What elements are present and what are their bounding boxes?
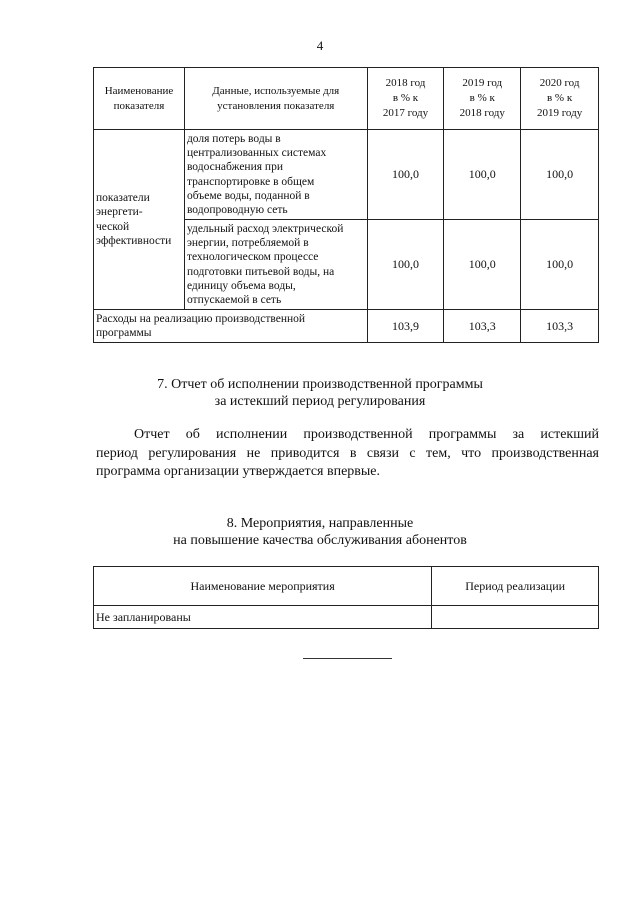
section-8-title: 8. Мероприятия, направленные на повышение качества обслуживания абонентов xyxy=(173,516,467,548)
measure-period-cell xyxy=(432,606,599,629)
water-loss-2019: 100,0 xyxy=(444,130,521,220)
header-2019: 2019 год в % к 2018 году xyxy=(444,68,521,130)
water-loss-2018: 100,0 xyxy=(367,130,444,220)
water-loss-2020: 100,0 xyxy=(521,130,599,220)
header-implementation-period: Период реализации xyxy=(432,567,599,606)
section-7-body-line: программа организации утверждается впервые. xyxy=(96,464,381,479)
program-expenses-2018: 103,9 xyxy=(367,310,444,343)
header-data-used: Данные, используемые для установления показателя xyxy=(184,68,367,130)
header-measure-name: Наименование мероприятия xyxy=(94,567,432,606)
section-7-body-line: Отчет об исполнении производственной программы за истекший xyxy=(134,427,599,442)
measures-table xyxy=(93,566,599,629)
section-7-title: 7. Отчет об исполнении производственной программы за истекший период регулирования xyxy=(157,377,483,409)
program-expenses-2020: 103,3 xyxy=(521,310,599,343)
section-7-body xyxy=(96,426,599,482)
electricity-use-2019: 100,0 xyxy=(444,220,521,310)
header-indicator-name: Наименование показателя xyxy=(94,68,185,130)
section-7-body-line: период регулирования не приводится в связи с тем, что производственная xyxy=(96,445,599,461)
electricity-use-2018: 100,0 xyxy=(367,220,444,310)
electricity-use-description: удельный расход электрической энергии, потребляемой в технологическом процессе подготовки питьевой воды, на единицу объема воды, отпускаемой в сеть xyxy=(184,220,367,310)
indicator-table xyxy=(93,67,599,343)
program-expenses-2019: 103,3 xyxy=(444,310,521,343)
header-2020: 2020 год в % к 2019 году xyxy=(521,68,599,130)
page-number: 4 xyxy=(316,38,324,53)
energy-efficiency-label: показатели энергети- ческой эффективности xyxy=(94,130,185,310)
electricity-use-2020: 100,0 xyxy=(521,220,599,310)
header-2018: 2018 год в % к 2017 году xyxy=(367,68,444,130)
footer-divider xyxy=(303,658,392,659)
water-loss-description: доля потерь воды в централизованных системах водоснабжения при транспортировке в общем объеме воды, поданной в водопроводную сеть xyxy=(184,130,367,220)
program-expenses-label: Расходы на реализацию производственной программы xyxy=(94,310,368,343)
measure-name-cell: Не запланированы xyxy=(94,606,432,629)
